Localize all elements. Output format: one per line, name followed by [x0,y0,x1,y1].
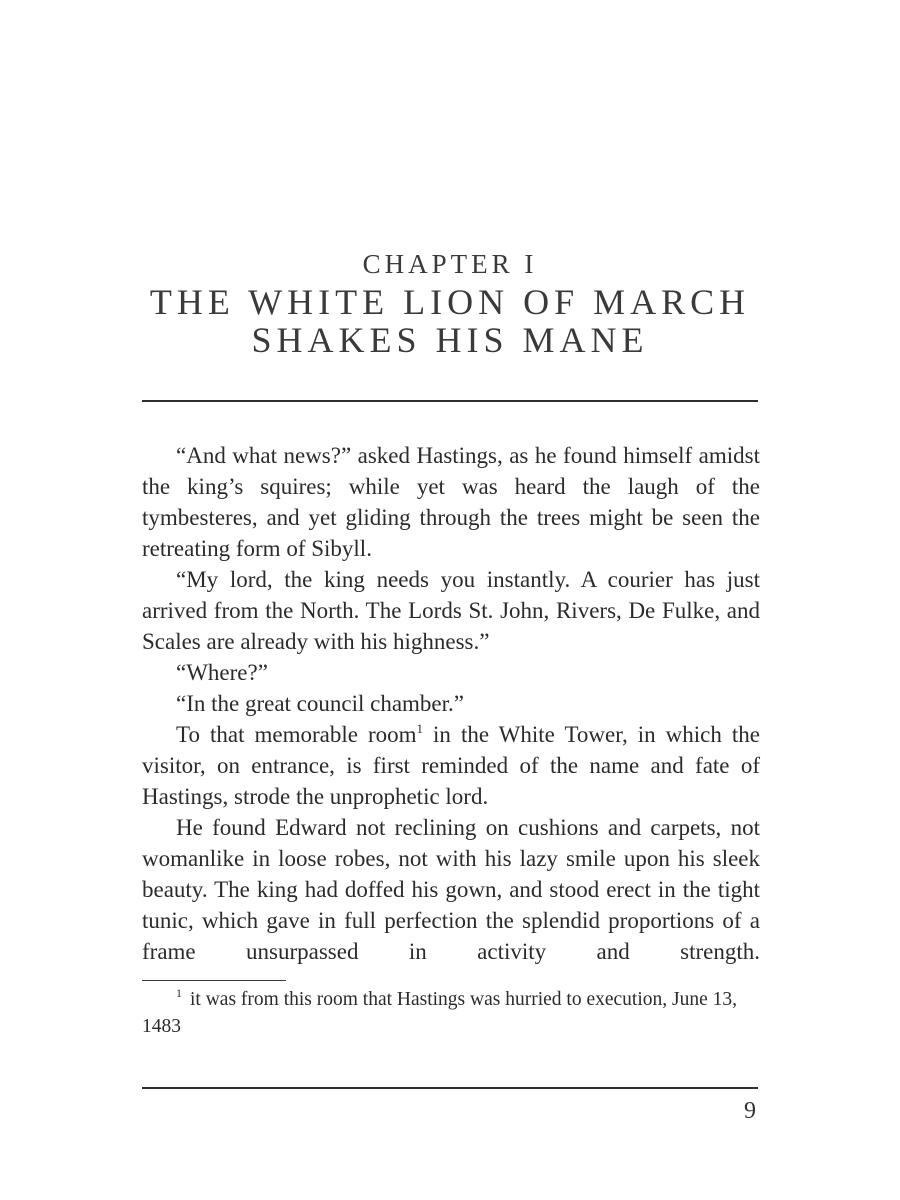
paragraph: He found Edward not reclining on cushions and carpets, not womanlike in loose robes, not with his lazy smile upon his sleek beauty. The king had doffed his gown, and stood erect in the tight tunic, which gave in full perfection the splendid proportions of a frame unsurpassed in activity and strength. [142,815,760,964]
footnote-divider [142,980,286,981]
chapter-heading [0,246,900,358]
bottom-divider [142,1087,758,1089]
top-divider [142,400,758,402]
paragraph: “In the great council chamber.” [176,691,464,716]
paragraph-text: in the White Tower, in which the visitor, on entrance, is first reminded of the name and fate of Hastings, strode the unprophetic lord. [142,722,760,809]
paragraph: “Where?” [176,660,268,685]
paragraph [142,719,760,812]
footnote-text: it was from this room that Hastings was hurried to execution, June 13, 1483 [142,989,737,1037]
chapter-label: CHAPTER I [362,249,538,279]
paragraph: “And what news?” asked Hastings, as he found himself amidst the king’s squires; while yet was heard the laugh of the tymbesteres, and yet gliding through the trees might be seen the retreating form of Sibyll. [142,443,760,561]
chapter-body [142,440,760,967]
footnote-reference[interactable]: 1 [416,721,424,736]
footnote-marker: 1 [176,986,182,1000]
chapter-title-line-2: SHAKES HIS MANE [251,320,649,360]
chapter-title-line-1: THE WHITE LION OF MARCH [149,282,751,322]
footnote [142,986,762,1040]
paragraph: “My lord, the king needs you instantly. A courier has just arrived from the North. The Lords St. John, Rivers, De Fulke, and Scales are already with his highness.” [142,567,760,654]
paragraph-text: To that memorable room [176,722,417,747]
page-number: 9 [744,1098,756,1124]
